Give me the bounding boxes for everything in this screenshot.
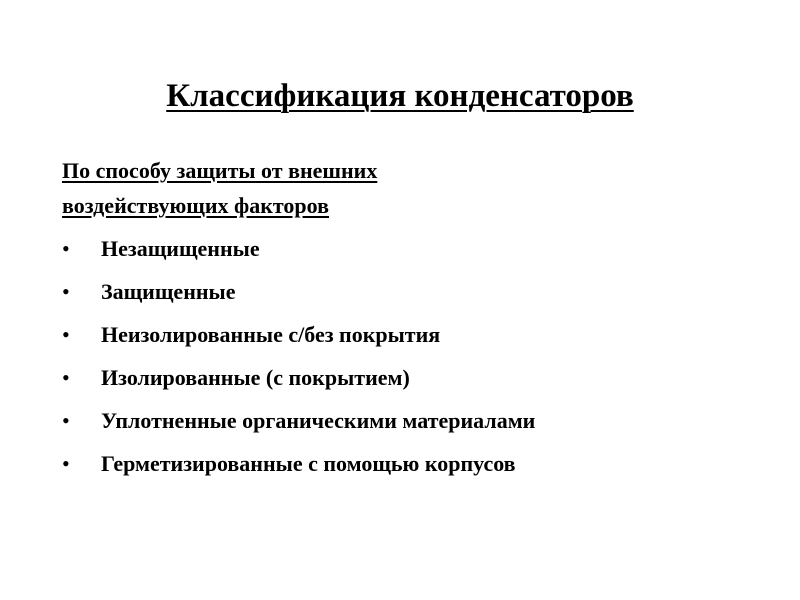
bullet-icon: • [62,451,70,476]
list-item-label: Неизолированные с/без покрытия [101,322,441,347]
bullet-icon: • [62,236,70,261]
list-item-label: Незащищенные [101,236,260,261]
bullet-icon: • [62,322,70,347]
bullet-icon: • [62,408,70,433]
bullet-icon: • [62,365,70,390]
list-item-label: Защищенные [101,279,236,304]
slide-subtitle [62,153,562,223]
subtitle-line-1: По способу защиты от внешних [62,158,378,183]
bullet-icon: • [62,279,70,304]
slide-title: Классификация конденсаторов [166,78,634,114]
list-item-label: Изолированные (с покрытием) [101,365,410,390]
list-item-label: Уплотненные органическими материалами [101,408,536,433]
list-item-label: Герметизированные с помощью корпусов [101,451,516,476]
subtitle-line-2: воздействующих факторов [62,193,329,218]
